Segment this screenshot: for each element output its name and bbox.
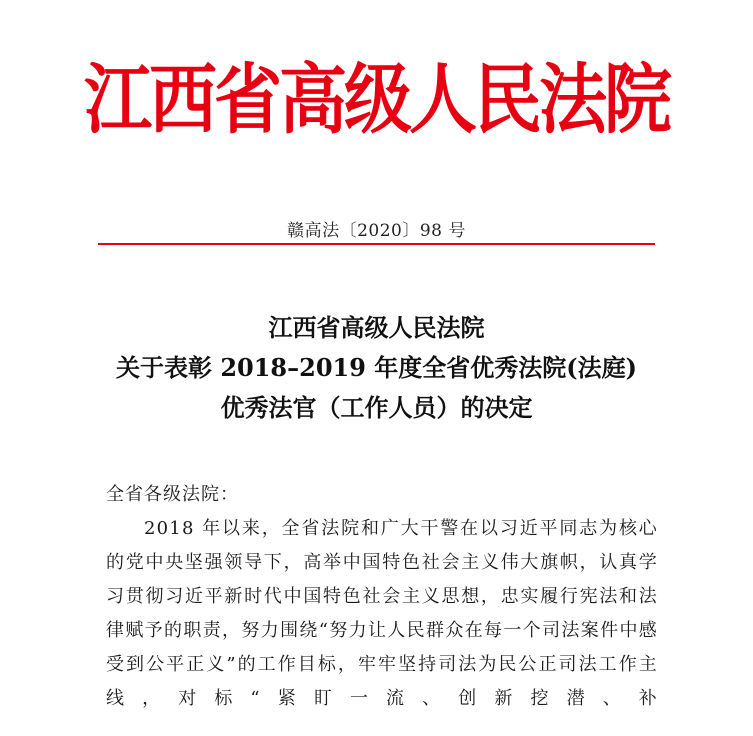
title-line-subject: 关于表彰 2018–2019 年度全省优秀法院(法庭) <box>115 353 637 382</box>
salutation: 全省各级法院： <box>106 484 239 505</box>
body-paragraph: 2018 年以来，全省法院和广大干警在以习近平同志为核心的党中央坚强领导下，高举中国特色社会主义伟大旗帜，认真学习贯彻习近平新时代中国特色社会主义思想，忠实履行宪法和法律赋予的职责，努力围绕“努力让人民群众在每一个司法案件中感受到公平正义”的工作目标，牢牢坚持司法为民公正司法工作主线，对标“紧盯一流、创新挖潜、补 <box>106 518 658 709</box>
title-line-issuer: 江西省高级人民法院 <box>268 313 485 342</box>
document-title <box>0 308 753 428</box>
title-line-decision: 优秀法官（工作人员）的决定 <box>220 393 533 422</box>
red-separator-line <box>98 243 655 245</box>
court-masthead: 江西省高级人民法院 <box>83 55 669 145</box>
document-body <box>106 478 658 716</box>
document-number: 赣高法〔2020〕98 号 <box>287 221 466 241</box>
